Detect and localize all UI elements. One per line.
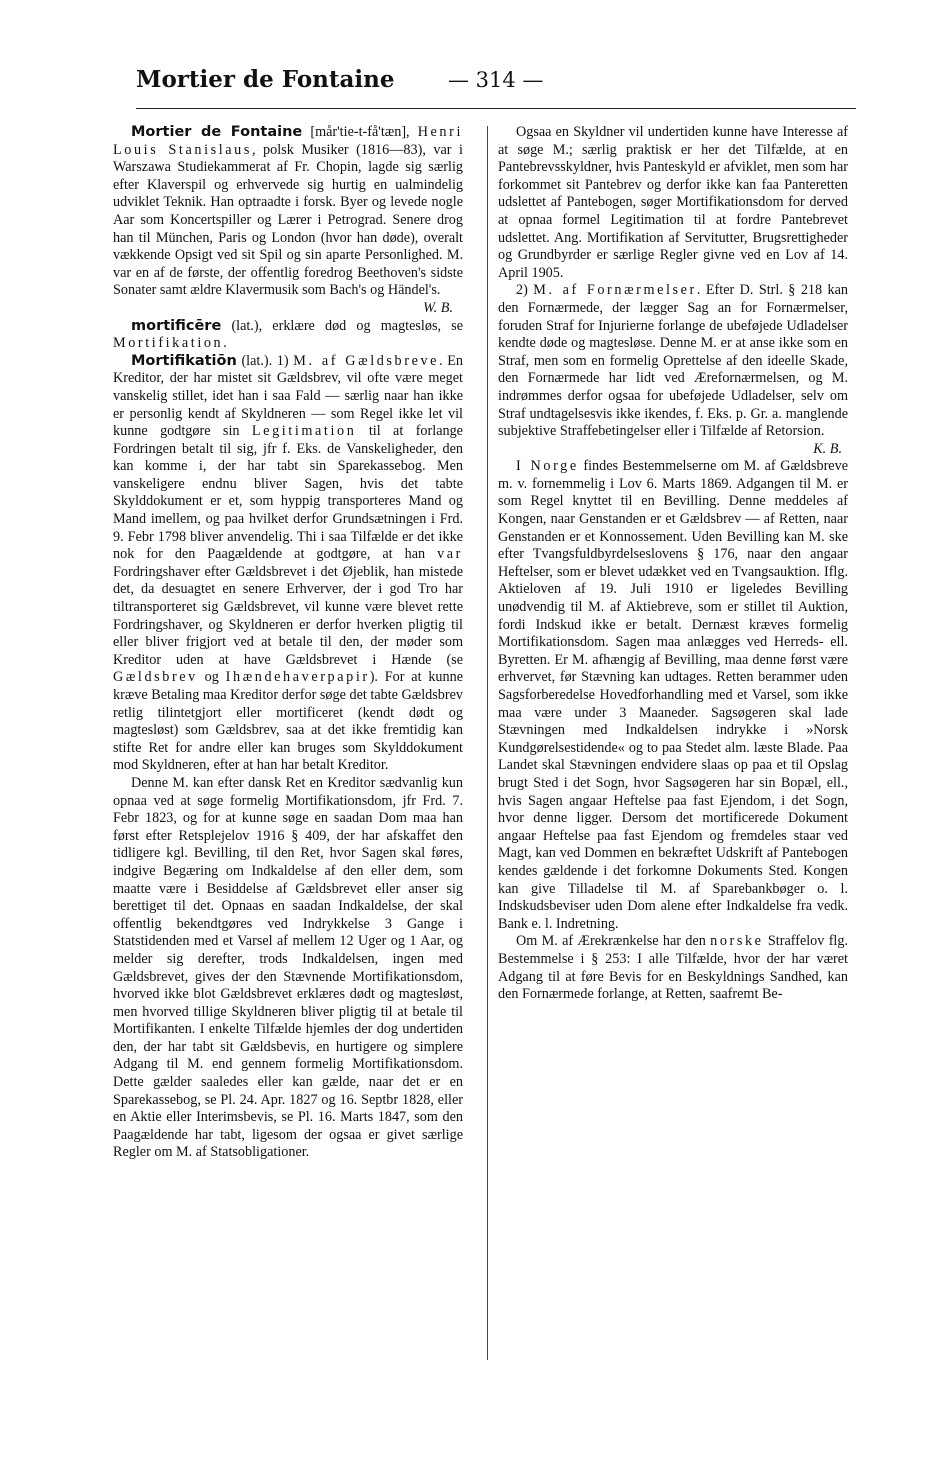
author-signature: K. B.: [813, 440, 842, 457]
emphasis: norske: [710, 933, 764, 950]
subheading: M. af Fornærmelser: [533, 282, 697, 299]
entry-mortifikation-paragraph-6: [498, 933, 848, 1003]
header-rule: [136, 108, 856, 109]
entry-text: 2): [516, 282, 534, 299]
pronunciation: [mår'tie-t-få'tæn],: [302, 124, 418, 140]
page-number: — 314 —: [448, 68, 544, 92]
left-column: [113, 124, 463, 1162]
entry-text: og: [197, 669, 226, 686]
entry-mortifikation-paragraph-3: Ogsaa en Skyldner vil undertiden kunne have Interesse af at søge M.; særlig praktisk er her det Tilfælde, at en Pantebrevsskyldner, hvis Panteskyld er afviklet, men som har forkommet sit Pantebrev og derfor ikke kan faa Panteretten udslettet af Pantebogen, søger Mortifikationsdom for derved at opnaa formel Legitimation til at fordre Pantebrevet udslettet. Ang. Mortifikation af Servitutter, Brugsrettigheder og Grundbyrder er særlige Regler givne ved en Lov af 14. April 1905.: [498, 124, 848, 281]
emphasis: var: [437, 546, 463, 563]
cross-reference: Gældsbrev: [113, 669, 198, 686]
subheading: I Norge: [516, 458, 579, 475]
entry-mortier-de-fontaine: [113, 124, 463, 300]
entry-text: til at forlange Fordringen betalt til sig, jfr f. Eks. de Vanskeligheder, den kan komme i, der har tabt sin Sparekassebog. Men vanskeligere endnu bliver Sagen, hvis det tabte Skylddokument er et, som hyppig transporteres Mand og Mand imellem, og paa hvilket derfor Grundsætningen i Frd. 9. Febr 1798 bliver anvendelig. Thi i saa Tilfælde er det ikke nok for den Paagældende at godtgøre, at han: [113, 423, 463, 563]
entry-text: . Efter D. Strl. § 218 kan den Fornærmede, der lægger Sag an for Fornærmelser, foruden Straf for Injurierne forlange de ubeføjede Udladelser kendte døde og magtesløse. Denne M. er at anse ikke som en Straf, men som en formelig Oprettelse af den ideelle Skade, den Fornærmede har lidt ved Ærefornærmelsen, og M. indrømmes derfor ogsaa for ubeføjede Udladelser, selv om Straf undtagelsesvis ikke ikendes, f. Eks. p. Gr. a. manglende subjektive Straffebetingelser eller i Tilfælde af Retorsion.: [498, 282, 848, 440]
entry-mortifikation-paragraph-1: [113, 353, 463, 775]
cross-reference: Legitimation: [251, 423, 357, 440]
cross-reference: Mortifikation: [113, 335, 224, 352]
right-column: [498, 124, 848, 1004]
entry-mortifikation-paragraph-5: [498, 458, 848, 933]
entry-text: findes Bestemmelserne om M. af Gældsbreve m. v. fornemmelig i Lov 6. Marts 1869. Adgangen til M. er som Regel knyttet til en Bevilling. Denne meddeles af Kongen, naar Genstanden er et Gældsbrev — af Retten, naar Genstanden er et Konnossement. Uden Bevilling kan M. ske efter Tvangsfuldbyrdelseslovens § 176, naar den angaar Heftelser, som er blevet udækket ved en Tvangsauktion. Iflg. Aktieloven af 19. Juli 1910 er ligeledes Bevilling unødvendig til M. af Aktiebreve, som er stillet til Auktion, fordi Indskud ikke er betalt. Dernæst kræves formelig Mortifikationsdom. Sagen maa anlægges ved Herreds- ell. Byretten. Er M. afhængig af Bevilling, maa denne først være erhvervet, før Stævning kan udtages. Retten berammer uden Sagsforberedelse Hovedforhandling med et Varsel, som ikke maa være under 3 Maaneder. Sagsøgeren skal lade Stævningen med Indkaldelsen indrykke i »Norsk Kundgørelsestidende« og to paa Stedet alm. læste Blade. Paa Landet skal Stævningen endvidere slaas op paa et til Opslag brugt Sted i det Sogn, hvor Sagsøgeren har sin Bopæl, ell., hvis Sagen angaar Heftelse paa fast Ejendom, i det Sogn, hvor denne ligger. Dersom det mortificerede Dokument angaar Heftelse paa fast Ejendom og fremdeles staar ved Magt, kan ved Dommen en bekræftet Udskrift af Pantebogen kendes gældende i det forkomne Dokuments Sted. Kongen kan give Tilladelse til M. af Sparebankbøger o. l. Indskudsbeviser uden Dom alene efter Indkaldelse fra vedk. Bank e. l. Indretning.: [498, 458, 848, 932]
entry-mortifikation-paragraph-4: [498, 282, 848, 457]
person-name: Henri Louis Stanislaus: [113, 124, 463, 158]
author-signature: W. B.: [423, 299, 453, 316]
entry-mortifikation-paragraph-2: Denne M. kan efter dansk Ret en Kreditor sædvanlig kun opnaa ved at søge formelig Mortifikationsdom, jfr Frd. 7. Febr 1823, og for at kunne søge en saadan Dom maa han først efter Retsplejelov 1916 § 409, der har afskaffet den tidligere kgl. Bevilling, til den Ret, hvor Sagen skal føres, indgive Begæring om Indkaldelse af den eller dem, som maatte være i Besiddelse af Gældsbrevet eller anser sig berettiget til det. Opnaas en saadan Indkaldelse, der skal offentlig bekendtgøres ved Indrykkelse 3 Gange i Statstidenden med et Varsel af mellem 12 Uger og 1 Aar, og melder sig derefter, trods Indkaldelsen, ingen med Gældsbrevet, gives der den Stævnende Mortifikationsdom, hvorved ikke blot Gældsbrevet erklæres dødt og magtesløst, men hvorved tillige Skyldneren bliver pligtig til at betale til Mortifikanten. I enkelte Tilfælde hjemles der dog undertiden den, der har tabt sit Gældsbevis, en hurtigere og simplere Adgang til M. end gennem formelig Mortifikationsdom. Dette gælder saaledes eller kan gælde, naar det er en Sparekassebog, se Pl. 24. Apr. 1827 og 16. Septbr 1828, eller en Aktie eller Interimsbevis, se Pl. 16. Marts 1847, som den Paagældende har tabt, ligesom der ogsaa er givet særlige Regler om M. af Statsobligationer.: [113, 774, 463, 1161]
column-divider: [487, 126, 488, 1360]
cross-reference: Ihændehaverpapir: [225, 669, 370, 686]
entry-text: .: [223, 335, 227, 352]
running-header: [136, 62, 856, 102]
entry-text: , polsk Musiker (1816—83), var i Warszawa Studiekammerat af Fr. Chopin, lagde sig særlig efter Klaverspil og erhvervede sig hurtig en ualmindelig udviklet Teknik. Han optraadte i forsk. Byer og levede nogle Aar som Koncertspiller og Lærer i Petrograd. Senere drog han til München, Paris og London (hvor han døde), overalt vækkende Opsigt ved sit Spil og sin aparte Personlighed. M. var en af de første, der offentlig foredrog Beethoven's sidste Sonater samt ældre Klavermusik som Bach's og Händel's.: [113, 141, 463, 299]
entry-text: Fordringshaver efter Gældsbrevet i det Øjeblik, han mistede det, da desuagtet en senere Erhverver, der i god Tro har tiltransporteret sig Gældsbrevet, vil kunne være blevet rette Fordringshaver, og Skyldneren er derfor hverken pligtig til eller bliver frigjort ved at betale til den, der møder som Kreditor uden at have Gældsbrevet i Hænde (se: [113, 563, 463, 668]
subheading: M. af Gældsbreve: [293, 352, 440, 369]
lemma-mortifikation: Mortifikatiōn: [131, 352, 237, 369]
running-head-title: Mortier de Fontaine: [136, 66, 395, 93]
entry-text: . En Kreditor, der har mistet sit Gældsbrev, vil ofte være meget vanskelig stillet, idet han i saa Fald — særlig naar han ikke er personlig kendt af Skyldneren — som Regel ikke let vil kunne godtgøre sin: [113, 352, 463, 440]
lemma-mortificere: mortificēre: [131, 317, 222, 334]
entry-mortificere: [113, 318, 463, 353]
entry-text: (lat.), erklære død og magtesløs, se: [221, 317, 463, 334]
entry-text: ). For at kunne kræve Betaling maa Kreditor derfor søge det tabte Gældsbrev retlig tilintetgjort eller mortificeret (kendt dødt og magtesløst) som Gældsbrev, saa at det ikke fremtidig kan stifte Ret for andre eller kan bruges som Skylddokument mod Skyldneren, efter at han har betalt Kreditor.: [113, 669, 463, 774]
entry-text: (lat.). 1): [236, 352, 294, 369]
lemma-mortier-de-fontaine: Mortier de Fontaine: [131, 124, 303, 140]
entry-text: Straffelov flg. Bestemmelse i § 253: I alle Tilfælde, hvor der har været Adgang til at føre Bevis for en Beskyldnings Sandhed, kan den Fornærmede forlange, at Retten, saafremt Be-: [498, 933, 848, 1003]
entry-text: Om M. af Ærekrænkelse har den: [516, 933, 711, 950]
